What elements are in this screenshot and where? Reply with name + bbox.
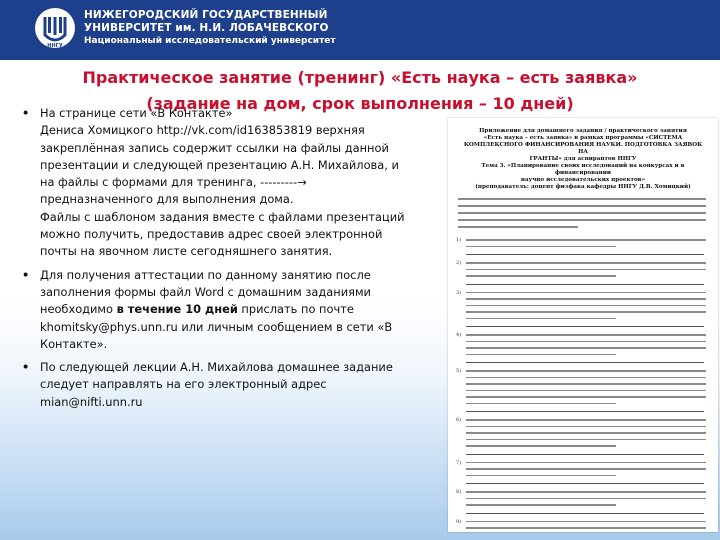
document-text-line bbox=[466, 318, 616, 320]
document-text-line bbox=[466, 396, 706, 398]
document-answer-blank bbox=[466, 326, 704, 327]
document-text-line bbox=[466, 432, 706, 434]
document-text-line bbox=[466, 305, 706, 307]
document-text-line bbox=[466, 521, 706, 523]
bullet-text-2-deadline: в течение 10 дней bbox=[116, 302, 238, 317]
document-text-line bbox=[466, 262, 706, 264]
document-text-line bbox=[466, 292, 706, 294]
document-heading-line: Приложение для домашнего задания / практического занятия bbox=[479, 128, 687, 134]
bullet-marker: • bbox=[22, 267, 30, 282]
document-preview-image bbox=[448, 118, 718, 532]
document-item-number: 7) bbox=[456, 459, 462, 466]
document-text-line bbox=[458, 212, 706, 214]
document-text-line bbox=[466, 468, 706, 470]
document-text-line bbox=[466, 347, 706, 349]
document-text-line bbox=[466, 426, 706, 428]
document-answer-blank bbox=[466, 513, 704, 514]
document-text-line bbox=[458, 226, 578, 228]
document-item-number: 5) bbox=[456, 368, 462, 374]
bullet-text-2-start: Для получения аттестации по данному занятию после заполнения формы файл Word с домашним заданиями необходимо bbox=[40, 267, 371, 317]
document-text-line bbox=[466, 246, 616, 248]
document-text-line bbox=[466, 491, 706, 493]
document-text-line bbox=[466, 334, 706, 336]
document-heading-line: «Есть наука – есть заявка» в рамках программы «СИСТЕМА bbox=[483, 135, 683, 141]
bullet-text-1: На странице сети «В Контакте» Дениса Хомицкого http://vk.com/id163853819 верхняя закреплённая запись содержит ссылки на файлы данной презентации и следующей презентацию А.Н. Михайлова, и на файлы с формами для тренинга, ---------→ предназначенного для выполнения дома. Файлы с шаблоном задания вместе с файлами презентаций можно получить, предоставив адрес своей электронной почты на явочном листе сегодняшнего занятия. bbox=[40, 106, 405, 259]
bullet-text-2-end: прислать по почте khomitsky@phys.unn.ru или личным сообщением в сети «В Контакте». bbox=[40, 302, 393, 351]
document-answer-blank bbox=[466, 411, 704, 412]
document-text-line bbox=[466, 403, 616, 405]
document-text-line bbox=[466, 504, 616, 506]
document-item-number: 1) bbox=[456, 237, 462, 243]
document-text-line bbox=[458, 205, 706, 207]
document-text-line bbox=[466, 462, 706, 464]
document-heading-line: Тема 3. «Планирование своих исследований на конкурсах и в финансировании bbox=[481, 163, 685, 176]
document-text-line bbox=[466, 498, 706, 500]
document-heading bbox=[458, 128, 708, 191]
document-answer-blank bbox=[466, 454, 704, 455]
document-text-line bbox=[458, 198, 706, 200]
bullet-text-3: По следующей лекции А.Н. Михайлова домашнее задание следует направлять на его электронный адрес mian@nifti.unn.ru bbox=[40, 360, 393, 409]
document-item-number: 2) bbox=[456, 260, 462, 266]
document-heading-line: (преподаватель: доцент физфака кафедры ННГУ Д.В. Хомицкий) bbox=[475, 184, 691, 190]
university-logo bbox=[34, 7, 76, 49]
document-text-line bbox=[466, 275, 616, 277]
document-text-line bbox=[458, 219, 706, 221]
document-answer-blank bbox=[466, 483, 704, 484]
document-text-line bbox=[466, 527, 706, 529]
document-heading-line: ГРАНТЫ» для аспирантов ННГУ bbox=[529, 156, 637, 162]
document-text-line bbox=[466, 445, 616, 447]
document-heading-line: КОМПЛЕКСНОГО ФИНАНСИРОВАНИЯ НАУКИ. ПОДГОТОВКА ЗАЯВОК НА bbox=[463, 142, 703, 155]
bullet-list bbox=[20, 105, 412, 417]
logo-text: ННГУ bbox=[47, 43, 63, 49]
document-item-number: 8) bbox=[456, 489, 462, 495]
bullet-marker: • bbox=[22, 360, 30, 375]
university-line-3: Национальный исследовательский университет bbox=[84, 36, 336, 46]
slide-title-line-2: (задание на дом, срок выполнения – 10 дней) bbox=[146, 94, 574, 113]
document-item-number: 9) bbox=[456, 518, 462, 525]
university-name bbox=[84, 9, 336, 47]
document-item-number: 4) bbox=[456, 332, 462, 338]
header-bar bbox=[0, 0, 720, 60]
document-text-line bbox=[466, 370, 706, 372]
document-heading-line: научно исследовательских проектов» bbox=[520, 177, 646, 183]
document-text-line bbox=[466, 298, 706, 300]
document-item-number: 3) bbox=[456, 289, 462, 296]
bullet-marker: • bbox=[22, 106, 30, 120]
bullet-item-2 bbox=[20, 267, 412, 353]
document-text-line bbox=[466, 311, 706, 313]
bullet-text-2 bbox=[40, 267, 412, 353]
bullet-item-1 bbox=[20, 105, 412, 261]
document-text-line bbox=[466, 419, 706, 421]
document-answer-blank bbox=[466, 362, 704, 363]
document-text-line bbox=[466, 377, 706, 379]
document-text-line bbox=[466, 269, 706, 271]
document-text-line bbox=[466, 475, 616, 477]
document-text-line bbox=[466, 390, 706, 392]
document-text-line bbox=[466, 354, 616, 356]
university-line-1: НИЖЕГОРОДСКИЙ ГОСУДАРСТВЕННЫЙ bbox=[84, 9, 328, 21]
document-text-line bbox=[466, 383, 706, 385]
slide-title-line-1: Практическое занятие (тренинг) «Есть наука – есть заявка» bbox=[82, 68, 638, 87]
document-answer-blank bbox=[466, 254, 704, 255]
document-answer-blank bbox=[466, 284, 704, 285]
document-text-line bbox=[466, 341, 706, 343]
document-text-line bbox=[466, 239, 706, 241]
bullet-item-3 bbox=[20, 359, 412, 411]
document-item-number: 6) bbox=[456, 417, 462, 423]
document-text-line bbox=[466, 439, 706, 441]
university-line-2: УНИВЕРСИТЕТ им. Н.И. ЛОБАЧЕВСКОГО bbox=[84, 22, 329, 34]
